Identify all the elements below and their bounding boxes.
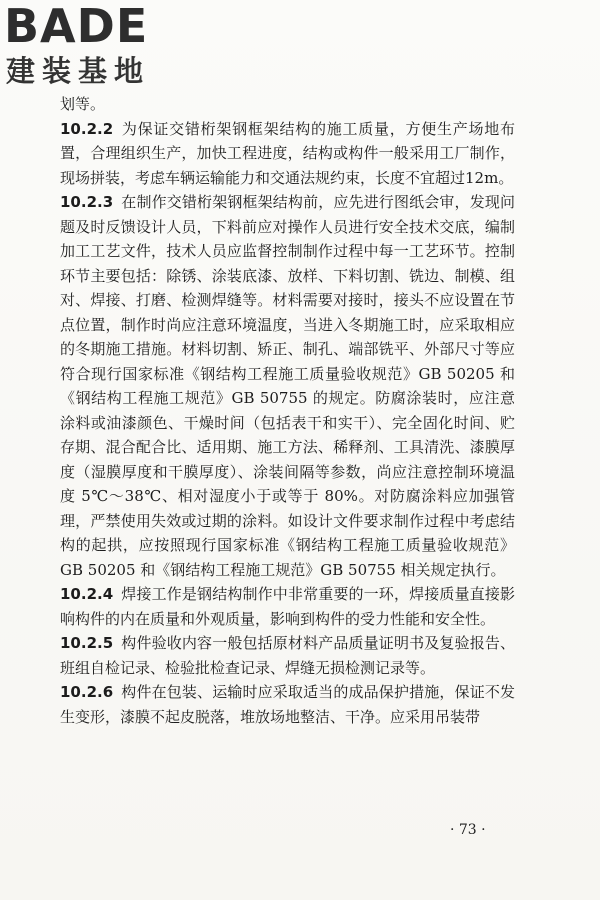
clause-number: 10.2.2 bbox=[60, 119, 114, 138]
clause-10-2-3 bbox=[60, 190, 515, 582]
page-number: · 73 · bbox=[450, 822, 486, 838]
clause-number: 10.2.6 bbox=[60, 683, 114, 701]
paragraph-text: 构件在包装、运输时应采取适当的成品保护措施，保证不发生变形，漆膜不起皮脱落，堆放场地整洁、干净。应采用吊装带 bbox=[60, 683, 515, 726]
paragraph-text: 构件验收内容一般包括原材料产品质量证明书及复验报告、班组自检记录、检验批检查记录、焊缝无损检测记录等。 bbox=[60, 634, 515, 677]
logo bbox=[4, 2, 214, 94]
clause-number: 10.2.3 bbox=[60, 193, 114, 211]
clause-number: 10.2.4 bbox=[60, 585, 114, 603]
clause-10-2-5 bbox=[60, 631, 515, 680]
paragraph-text: 焊接工作是钢结构制作中非常重要的一环，焊接质量直接影响构件的内在质量和外观质量，影响到构件的受力性能和安全性。 bbox=[60, 585, 515, 628]
paragraph-continuation bbox=[60, 92, 515, 117]
clause-10-2-6 bbox=[60, 680, 515, 729]
clause-10-2-4 bbox=[60, 582, 515, 631]
paragraph-text: 为保证交错桁架钢框架结构的施工质量，方便生产场地布置，合理组织生产，加快工程进度，结构或构件一般采用工厂制作，现场拼装，考虑车辆运输能力和交通法规约束，长度不宜超过12m。 bbox=[60, 119, 515, 187]
clause-number: 10.2.5 bbox=[60, 634, 114, 652]
paragraph-text: 在制作交错桁架钢框架结构前，应先进行图纸会审，发现问题及时反馈设计人员，下料前应对操作人员进行安全技术交底，编制加工工艺文件，技术人员应监督控制制作过程中每一工艺环节。控制环节主要包括：除锈、涂装底漆、放样、下料切割、铣边、制模、组对、焊接、打磨、检测焊缝等。材料需要对接时，接头不应设置在节点位置，制作时尚应注意环境温度，当进入冬期施工时，应采取相应的冬期施工措施。材料切割、矫正、制孔、端部铣平、外部尺寸等应符合现行国家标准《钢结构工程施工质量验收规范》GB 50205 和《钢结构工程施工规范》GB 50755 的规定。防腐涂装时，应注意涂料或油漆颜色、干燥时间（包括表干和实干）、完全固化时间、贮存期、混合配合比、适用期、施工方法、稀释剂、工具清洗、漆膜厚度（湿膜厚度和干膜厚度）、涂装间隔等参数，尚应注意控制环境温度 5℃～38℃、相对湿度小于或等于 80%。对防腐涂料应加强管理，严禁使用失效或过期的涂料。如设计文件要求制作过程中考虑结构的起拱，应按照现行国家标准《钢结构工程施工质量验收规范》GB 50205 和《钢结构工程施工规范》GB 50755 相关规定执行。 bbox=[60, 193, 515, 579]
clause-10-2-2 bbox=[60, 117, 515, 191]
logo-text-en: BADE bbox=[4, 0, 149, 53]
document-body bbox=[60, 92, 515, 729]
logo-text-cn: 建装基地 bbox=[6, 54, 151, 88]
paragraph-text: 划等。 bbox=[60, 95, 106, 113]
